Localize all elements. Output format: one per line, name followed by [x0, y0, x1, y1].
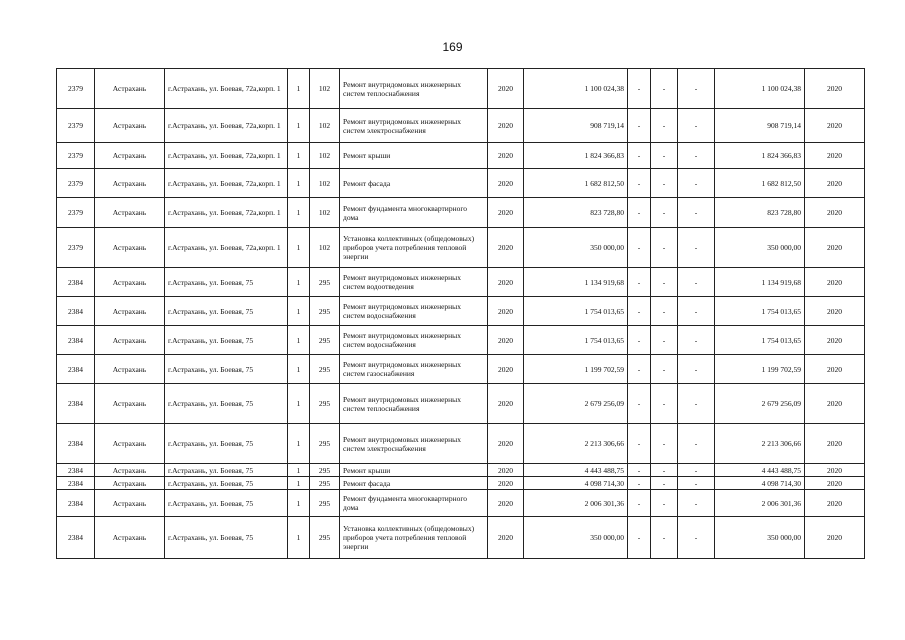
table-row [57, 424, 865, 464]
cell-year-2: 2020 [805, 198, 865, 228]
cell-municipality: Астрахань [95, 355, 165, 384]
cell-address: г.Астрахань, ул. Боевая, 72а,корп. 1 [165, 109, 288, 143]
cell-work-type: Установка коллективных (общедомовых) приборов учета потребления тепловой энергии [340, 228, 488, 268]
cell-dash-1: - [628, 326, 651, 355]
cell-address: г.Астрахань, ул. Боевая, 75 [165, 490, 288, 517]
cell-total-cost: 908 719,14 [524, 109, 628, 143]
cell-dash-1: - [628, 355, 651, 384]
cell-year: 2020 [488, 384, 524, 424]
cell-col5: 295 [310, 464, 340, 477]
cell-municipality: Астрахань [95, 228, 165, 268]
cell-address: г.Астрахань, ул. Боевая, 75 [165, 477, 288, 490]
cell-amount: 2 679 256,09 [715, 384, 805, 424]
cell-dash-3: - [678, 464, 715, 477]
cell-total-cost: 1 754 013,65 [524, 297, 628, 326]
cell-dash-1: - [628, 109, 651, 143]
cell-dash-1: - [628, 490, 651, 517]
cell-dash-1: - [628, 297, 651, 326]
cell-col4: 1 [288, 143, 310, 169]
cell-col5: 295 [310, 355, 340, 384]
cell-col5: 295 [310, 477, 340, 490]
cell-dash-3: - [678, 109, 715, 143]
cell-address: г.Астрахань, ул. Боевая, 72а,корп. 1 [165, 69, 288, 109]
cell-amount: 1 682 812,50 [715, 169, 805, 198]
cell-col4: 1 [288, 490, 310, 517]
cell-address: г.Астрахань, ул. Боевая, 72а,корп. 1 [165, 169, 288, 198]
cell-address: г.Астрахань, ул. Боевая, 75 [165, 517, 288, 559]
cell-dash-3: - [678, 198, 715, 228]
capital-repair-table [56, 68, 865, 559]
cell-work-type: Ремонт фасада [340, 477, 488, 490]
cell-year: 2020 [488, 355, 524, 384]
cell-municipality: Астрахань [95, 490, 165, 517]
cell-dash-1: - [628, 143, 651, 169]
cell-dash-3: - [678, 424, 715, 464]
cell-year: 2020 [488, 297, 524, 326]
cell-amount: 1 754 013,65 [715, 326, 805, 355]
cell-address: г.Астрахань, ул. Боевая, 75 [165, 424, 288, 464]
cell-year-2: 2020 [805, 268, 865, 297]
cell-house-id: 2384 [57, 490, 95, 517]
cell-dash-1: - [628, 228, 651, 268]
cell-dash-1: - [628, 517, 651, 559]
table-row [57, 169, 865, 198]
cell-year-2: 2020 [805, 517, 865, 559]
table-row [57, 198, 865, 228]
cell-col5: 295 [310, 268, 340, 297]
cell-col4: 1 [288, 384, 310, 424]
cell-work-type: Ремонт внутридомовых инженерных систем электроснабжения [340, 424, 488, 464]
cell-total-cost: 4 098 714,30 [524, 477, 628, 490]
cell-year-2: 2020 [805, 143, 865, 169]
cell-house-id: 2384 [57, 268, 95, 297]
cell-col4: 1 [288, 464, 310, 477]
cell-year-2: 2020 [805, 384, 865, 424]
page-number: 169 [442, 40, 463, 54]
cell-municipality: Астрахань [95, 109, 165, 143]
cell-year: 2020 [488, 198, 524, 228]
cell-year: 2020 [488, 228, 524, 268]
cell-address: г.Астрахань, ул. Боевая, 72а,корп. 1 [165, 198, 288, 228]
cell-col5: 102 [310, 228, 340, 268]
cell-col5: 295 [310, 424, 340, 464]
cell-col4: 1 [288, 355, 310, 384]
cell-municipality: Астрахань [95, 424, 165, 464]
cell-amount: 908 719,14 [715, 109, 805, 143]
cell-dash-2: - [651, 355, 678, 384]
cell-amount: 1 199 702,59 [715, 355, 805, 384]
cell-year-2: 2020 [805, 490, 865, 517]
cell-address: г.Астрахань, ул. Боевая, 75 [165, 268, 288, 297]
cell-year: 2020 [488, 143, 524, 169]
cell-dash-1: - [628, 198, 651, 228]
cell-col5: 295 [310, 326, 340, 355]
cell-amount: 823 728,80 [715, 198, 805, 228]
cell-amount: 1 100 024,38 [715, 69, 805, 109]
table-row [57, 477, 865, 490]
cell-dash-1: - [628, 268, 651, 297]
table-row [57, 355, 865, 384]
cell-total-cost: 2 213 306,66 [524, 424, 628, 464]
cell-dash-3: - [678, 490, 715, 517]
cell-year: 2020 [488, 477, 524, 490]
cell-year: 2020 [488, 424, 524, 464]
cell-year: 2020 [488, 268, 524, 297]
cell-dash-3: - [678, 143, 715, 169]
cell-dash-2: - [651, 198, 678, 228]
cell-amount: 2 213 306,66 [715, 424, 805, 464]
cell-year: 2020 [488, 109, 524, 143]
cell-dash-2: - [651, 477, 678, 490]
cell-amount: 350 000,00 [715, 228, 805, 268]
table-row [57, 490, 865, 517]
cell-dash-2: - [651, 384, 678, 424]
cell-dash-2: - [651, 297, 678, 326]
cell-municipality: Астрахань [95, 326, 165, 355]
cell-col4: 1 [288, 69, 310, 109]
cell-work-type: Установка коллективных (общедомовых) приборов учета потребления тепловой энергии [340, 517, 488, 559]
cell-dash-2: - [651, 143, 678, 169]
cell-col4: 1 [288, 169, 310, 198]
cell-total-cost: 4 443 488,75 [524, 464, 628, 477]
table-row [57, 268, 865, 297]
cell-municipality: Астрахань [95, 477, 165, 490]
cell-total-cost: 1 682 812,50 [524, 169, 628, 198]
cell-municipality: Астрахань [95, 143, 165, 169]
cell-municipality: Астрахань [95, 198, 165, 228]
cell-address: г.Астрахань, ул. Боевая, 75 [165, 355, 288, 384]
table-row [57, 464, 865, 477]
cell-year: 2020 [488, 169, 524, 198]
table-row [57, 517, 865, 559]
table-row [57, 109, 865, 143]
cell-work-type: Ремонт фасада [340, 169, 488, 198]
cell-dash-2: - [651, 109, 678, 143]
cell-amount: 4 443 488,75 [715, 464, 805, 477]
cell-house-id: 2384 [57, 517, 95, 559]
cell-col4: 1 [288, 326, 310, 355]
cell-total-cost: 1 100 024,38 [524, 69, 628, 109]
cell-col4: 1 [288, 517, 310, 559]
cell-municipality: Астрахань [95, 169, 165, 198]
cell-dash-2: - [651, 326, 678, 355]
cell-dash-3: - [678, 268, 715, 297]
table-row [57, 69, 865, 109]
cell-total-cost: 823 728,80 [524, 198, 628, 228]
cell-house-id: 2379 [57, 198, 95, 228]
cell-dash-1: - [628, 464, 651, 477]
cell-house-id: 2384 [57, 297, 95, 326]
cell-col5: 102 [310, 109, 340, 143]
cell-dash-3: - [678, 228, 715, 268]
cell-amount: 1 134 919,68 [715, 268, 805, 297]
cell-dash-1: - [628, 384, 651, 424]
cell-house-id: 2384 [57, 326, 95, 355]
table-row [57, 297, 865, 326]
cell-dash-2: - [651, 69, 678, 109]
cell-dash-1: - [628, 477, 651, 490]
cell-col5: 102 [310, 198, 340, 228]
cell-dash-1: - [628, 424, 651, 464]
table-row [57, 326, 865, 355]
cell-municipality: Астрахань [95, 384, 165, 424]
cell-col5: 102 [310, 69, 340, 109]
cell-work-type: Ремонт внутридомовых инженерных систем газоснабжения [340, 355, 488, 384]
cell-municipality: Астрахань [95, 517, 165, 559]
cell-address: г.Астрахань, ул. Боевая, 72а,корп. 1 [165, 228, 288, 268]
cell-col5: 295 [310, 517, 340, 559]
cell-municipality: Астрахань [95, 69, 165, 109]
cell-year-2: 2020 [805, 464, 865, 477]
cell-dash-2: - [651, 517, 678, 559]
cell-year-2: 2020 [805, 169, 865, 198]
cell-col5: 102 [310, 169, 340, 198]
cell-address: г.Астрахань, ул. Боевая, 75 [165, 297, 288, 326]
cell-year-2: 2020 [805, 424, 865, 464]
cell-house-id: 2379 [57, 169, 95, 198]
cell-total-cost: 2 679 256,09 [524, 384, 628, 424]
cell-address: г.Астрахань, ул. Боевая, 72а,корп. 1 [165, 143, 288, 169]
cell-dash-3: - [678, 169, 715, 198]
table-body [57, 69, 865, 559]
cell-total-cost: 1 824 366,83 [524, 143, 628, 169]
cell-dash-2: - [651, 228, 678, 268]
cell-dash-1: - [628, 169, 651, 198]
cell-year-2: 2020 [805, 69, 865, 109]
cell-work-type: Ремонт внутридомовых инженерных систем водоснабжения [340, 297, 488, 326]
cell-municipality: Астрахань [95, 297, 165, 326]
cell-total-cost: 1 754 013,65 [524, 326, 628, 355]
cell-dash-2: - [651, 268, 678, 297]
cell-col4: 1 [288, 297, 310, 326]
cell-col4: 1 [288, 477, 310, 490]
cell-year-2: 2020 [805, 477, 865, 490]
cell-dash-2: - [651, 424, 678, 464]
cell-work-type: Ремонт крыши [340, 464, 488, 477]
cell-amount: 1 754 013,65 [715, 297, 805, 326]
cell-dash-3: - [678, 384, 715, 424]
cell-col4: 1 [288, 228, 310, 268]
cell-dash-3: - [678, 477, 715, 490]
cell-year: 2020 [488, 464, 524, 477]
cell-total-cost: 350 000,00 [524, 517, 628, 559]
cell-house-id: 2384 [57, 424, 95, 464]
cell-year: 2020 [488, 517, 524, 559]
cell-amount: 4 098 714,30 [715, 477, 805, 490]
cell-year-2: 2020 [805, 109, 865, 143]
cell-year: 2020 [488, 326, 524, 355]
cell-year-2: 2020 [805, 297, 865, 326]
cell-col4: 1 [288, 109, 310, 143]
cell-work-type: Ремонт внутридомовых инженерных систем электроснабжения [340, 109, 488, 143]
cell-house-id: 2384 [57, 355, 95, 384]
cell-address: г.Астрахань, ул. Боевая, 75 [165, 326, 288, 355]
cell-house-id: 2379 [57, 69, 95, 109]
cell-address: г.Астрахань, ул. Боевая, 75 [165, 384, 288, 424]
cell-house-id: 2379 [57, 109, 95, 143]
cell-dash-3: - [678, 69, 715, 109]
table-row [57, 384, 865, 424]
cell-work-type: Ремонт внутридомовых инженерных систем теплоснабжения [340, 69, 488, 109]
cell-col5: 295 [310, 384, 340, 424]
cell-total-cost: 350 000,00 [524, 228, 628, 268]
cell-dash-2: - [651, 464, 678, 477]
cell-work-type: Ремонт фундамента многоквартирного дома [340, 198, 488, 228]
cell-year-2: 2020 [805, 228, 865, 268]
table-row [57, 228, 865, 268]
cell-dash-2: - [651, 169, 678, 198]
cell-col5: 295 [310, 490, 340, 517]
cell-house-id: 2384 [57, 464, 95, 477]
cell-col4: 1 [288, 424, 310, 464]
cell-amount: 350 000,00 [715, 517, 805, 559]
cell-year-2: 2020 [805, 326, 865, 355]
cell-house-id: 2379 [57, 143, 95, 169]
cell-dash-3: - [678, 297, 715, 326]
cell-dash-3: - [678, 517, 715, 559]
cell-address: г.Астрахань, ул. Боевая, 75 [165, 464, 288, 477]
cell-dash-3: - [678, 355, 715, 384]
cell-total-cost: 1 134 919,68 [524, 268, 628, 297]
cell-house-id: 2384 [57, 384, 95, 424]
cell-col5: 102 [310, 143, 340, 169]
cell-work-type: Ремонт внутридомовых инженерных систем водоснабжения [340, 326, 488, 355]
cell-year: 2020 [488, 490, 524, 517]
cell-dash-1: - [628, 69, 651, 109]
cell-house-id: 2384 [57, 477, 95, 490]
table-row [57, 143, 865, 169]
cell-amount: 1 824 366,83 [715, 143, 805, 169]
cell-work-type: Ремонт крыши [340, 143, 488, 169]
cell-dash-3: - [678, 326, 715, 355]
cell-work-type: Ремонт внутридомовых инженерных систем водоотведения [340, 268, 488, 297]
cell-total-cost: 2 006 301,36 [524, 490, 628, 517]
cell-municipality: Астрахань [95, 464, 165, 477]
cell-total-cost: 1 199 702,59 [524, 355, 628, 384]
cell-year: 2020 [488, 69, 524, 109]
cell-col5: 295 [310, 297, 340, 326]
cell-work-type: Ремонт фундамента многоквартирного дома [340, 490, 488, 517]
cell-year-2: 2020 [805, 355, 865, 384]
cell-work-type: Ремонт внутридомовых инженерных систем теплоснабжения [340, 384, 488, 424]
cell-col4: 1 [288, 198, 310, 228]
cell-amount: 2 006 301,36 [715, 490, 805, 517]
cell-house-id: 2379 [57, 228, 95, 268]
cell-col4: 1 [288, 268, 310, 297]
cell-dash-2: - [651, 490, 678, 517]
cell-municipality: Астрахань [95, 268, 165, 297]
